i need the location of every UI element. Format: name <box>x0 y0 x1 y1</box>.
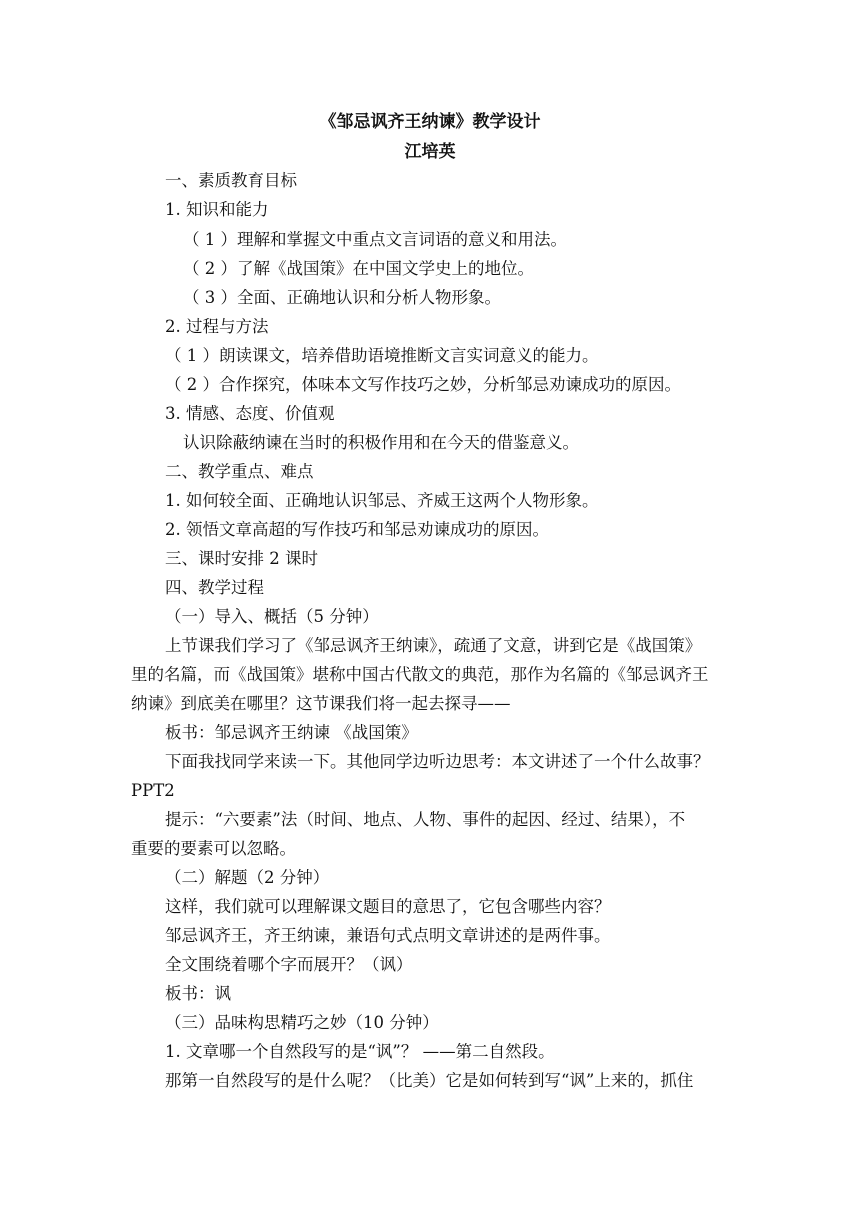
section-heading: 一、素质教育目标 <box>165 171 297 190</box>
paragraph-line: 纳谏》到底美在哪里？这节课我们将一起去探寻—— <box>131 694 511 713</box>
paragraph-line: 重要的要素可以忽略。 <box>131 839 296 858</box>
section-heading: 二、教学重点、难点 <box>165 462 314 481</box>
paragraph-line: 邹忌讽齐王，齐王纳谏，兼语句式点明文章讲述的是两件事。 <box>165 926 611 945</box>
section-heading: 四、教学过程 <box>165 578 264 597</box>
paragraph-line: 提示：“六要素”法（时间、地点、人物、事件的起因、经过、结果），不 <box>165 810 686 829</box>
sub-heading: （二）解题（2 分钟） <box>165 868 330 887</box>
document-title: 《邹忌讽齐王纳谏》教学设计 <box>319 112 541 132</box>
section-heading: 三、课时安排 2 课时 <box>165 549 318 568</box>
list-item: （ 2 ）了解《战国策》在中国文学史上的地位。 <box>183 259 534 278</box>
sub-heading: 2. 过程与方法 <box>165 317 269 336</box>
sub-heading: 1. 知识和能力 <box>165 200 269 219</box>
paragraph-line: 那第一自然段写的是什么呢？（比美）它是如何转到写“讽”上来的，抓住 <box>165 1071 694 1090</box>
paragraph-line: 认识除蔽纳谏在当时的积极作用和在今天的借鉴意义。 <box>183 433 579 452</box>
list-item: 1. 如何较全面、正确地认识邹忌、齐威王这两个人物形象。 <box>165 491 599 510</box>
board-note: 板书：讽 <box>165 984 231 1003</box>
list-item: （ 1 ）朗读课文，培养借助语境推断文言实词意义的能力。 <box>165 346 599 365</box>
sub-heading: （一）导入、概括（5 分钟） <box>165 607 379 626</box>
list-item: 1. 文章哪一个自然段写的是“讽”？ ——第二自然段。 <box>165 1042 555 1061</box>
paragraph-line: 里的名篇，而《战国策》堪称中国古代散文的典范，那作为名篇的《邹忌讽齐王 <box>131 665 709 684</box>
paragraph-line: 全文围绕着哪个字而展开？（讽） <box>165 955 413 974</box>
sub-heading: （三）品味构思精巧之妙（10 分钟） <box>165 1013 439 1032</box>
paragraph-line: 这样，我们就可以理解课文题目的意思了，它包含哪些内容？ <box>165 897 611 916</box>
list-item: （ 2 ）合作探究，体味本文写作技巧之妙，分析邹忌劝谏成功的原因。 <box>165 375 681 394</box>
paragraph-line: PPT2 <box>131 781 175 800</box>
list-item: 2. 领悟文章高超的写作技巧和邹忌劝谏成功的原因。 <box>165 520 549 539</box>
list-item: （ 3 ）全面、正确地认识和分析人物形象。 <box>183 288 501 307</box>
paragraph-line: 上节课我们学习了《邹忌讽齐王纳谏》，疏通了文意，讲到它是《战国策》 <box>165 636 702 655</box>
board-note: 板书：邹忌讽齐王纳谏 《战国策》 <box>165 723 418 742</box>
paragraph-line: 下面我找同学来读一下。其他同学边听边思考：本文讲述了一个什么故事？ <box>165 752 710 771</box>
list-item: （ 1 ）理解和掌握文中重点文言词语的意义和用法。 <box>183 230 567 249</box>
sub-heading: 3. 情感、态度、价值观 <box>165 404 335 423</box>
author-name: 江培英 <box>404 142 456 162</box>
